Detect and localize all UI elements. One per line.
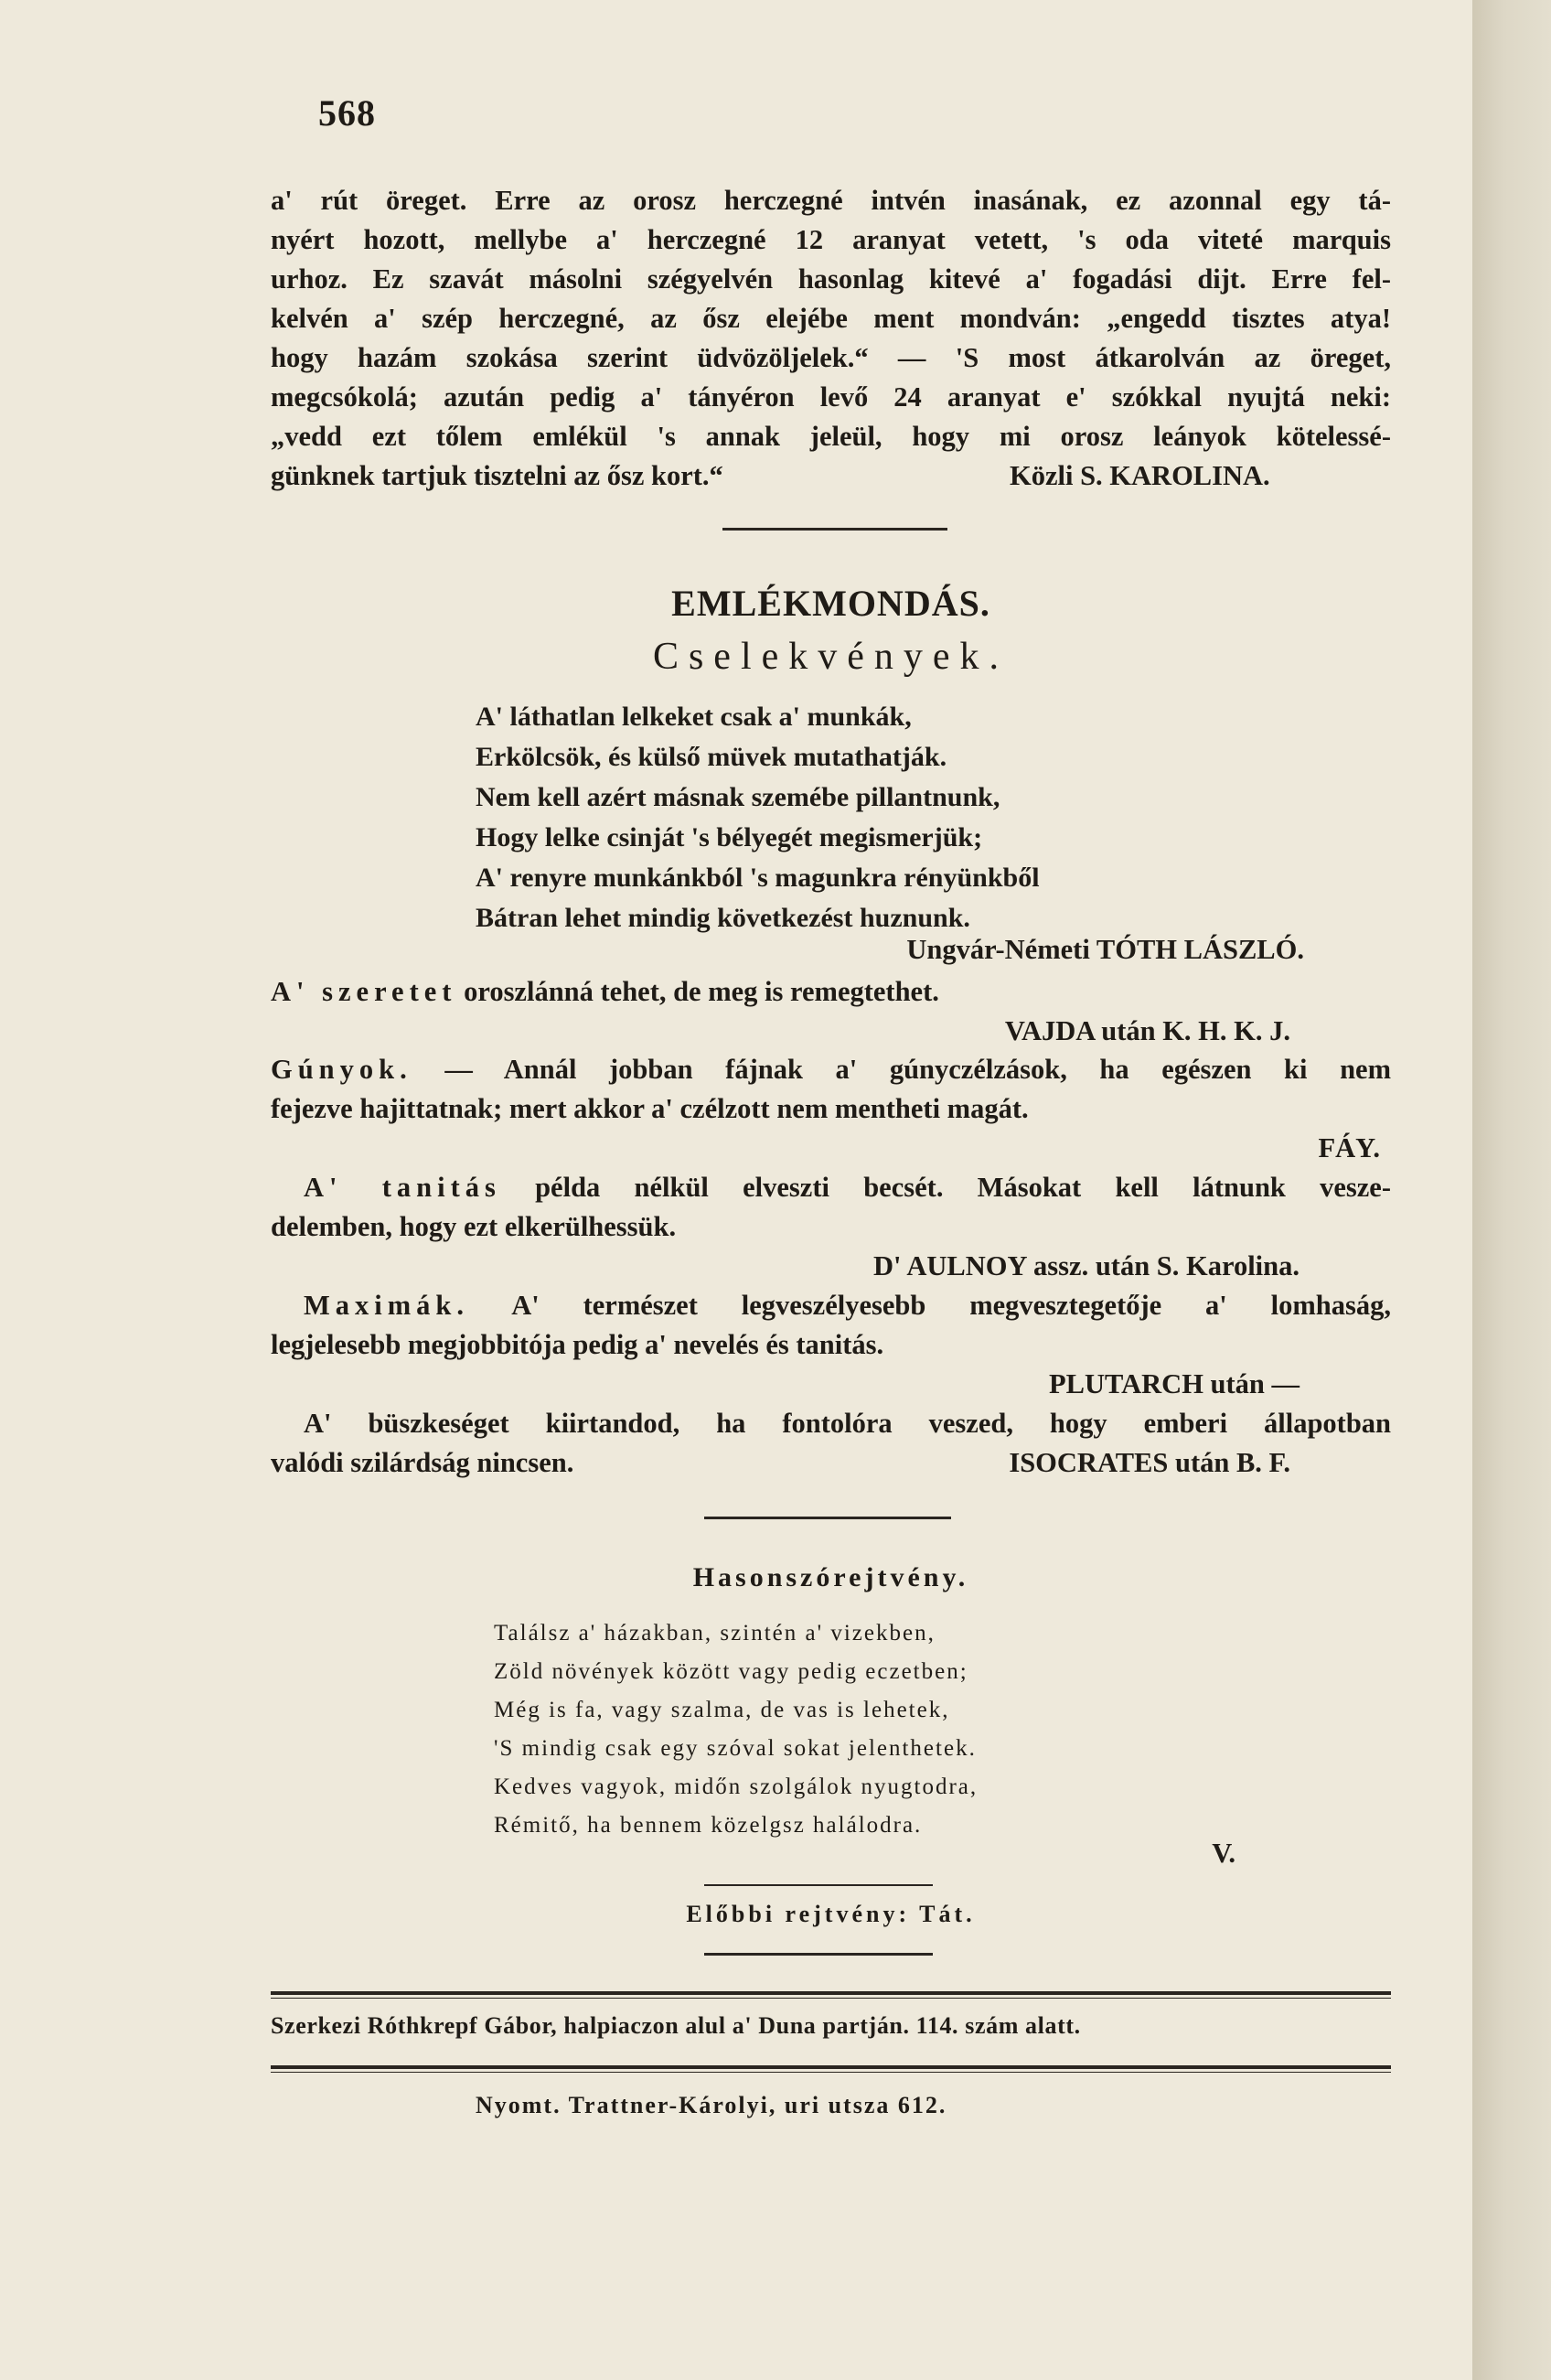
text-line: megcsókolá; azután pedig a' tányéron levő 24 aranyat e' szókkal nyujtá neki: xyxy=(271,381,1391,413)
signature: ISOCRATES után B. F. xyxy=(1009,1447,1290,1478)
riddle-signature: V. xyxy=(1212,1838,1235,1869)
maxim-maximak xyxy=(271,1286,1391,1404)
divider xyxy=(704,1953,933,1956)
text-line: „vedd ezt tőlem emlékül 's annak jeleül, hogy mi orosz leányok kötelessé- xyxy=(271,421,1391,452)
text-line: kelvén a' szép herczegné, az ősz elejébe ment mondván: „engedd tisztes atya! xyxy=(271,303,1391,334)
footer-rule xyxy=(271,2065,1391,2069)
text-line: delemben, hogy ezt elkerülhessük. xyxy=(271,1211,677,1242)
poem-line: A' renyre munkánkból 's magunkra rényünkből xyxy=(476,863,1040,893)
text-line: valódi szilárdság nincsen. ISOCRATES után B. F. xyxy=(271,1443,1391,1483)
poem-line: A' láthatlan lelkeket csak a' munkák, xyxy=(476,702,912,732)
riddle-line: Rémitő, ha bennem közelgsz halálodra. xyxy=(494,1813,923,1838)
footer-rule xyxy=(271,2072,1391,2073)
poem-signature: Ungvár-Németi TÓTH LÁSZLÓ. xyxy=(906,934,1304,965)
maxim-tanitas xyxy=(271,1168,1391,1286)
riddle-line: Kedves vagyok, midőn szolgálok nyugtodra, xyxy=(494,1774,979,1799)
signature: FÁY. xyxy=(1318,1132,1380,1163)
signature: D' AULNOY assz. után S. Karolina. xyxy=(872,1250,1300,1281)
riddle-title: Hasonszórejtvény. xyxy=(692,1562,969,1592)
text-line: legjelesebb megjobbitója pedig a' nevelés és tanitás. xyxy=(271,1329,884,1360)
page-number: 568 xyxy=(318,92,376,134)
text-line: Gúnyok. — Annál jobban fájnak a' gúnyczélzások, ha egészen ki nem xyxy=(271,1054,1391,1085)
previous-riddle: Előbbi rejtvény: Tát. xyxy=(686,1901,976,1927)
editor-line: Szerkezi Róthkrepf Gábor, halpiaczon alul a' Duna partján. 114. szám alatt. xyxy=(271,2012,1081,2039)
maxim-buszkeseg xyxy=(271,1404,1391,1483)
divider xyxy=(704,1517,951,1519)
text-line: A' büszkeséget kiirtandod, ha fontolóra veszed, hogy emberi állapotban xyxy=(304,1408,1391,1439)
story-paragraph xyxy=(271,181,1391,496)
text-line: fejezve hajittatnak; mert akkor a' czélzott nem mentheti magát. xyxy=(271,1093,1029,1124)
poem-line: Hogy lelke csinját 's bélyegét megismerjük; xyxy=(476,822,983,852)
text-line: hogy hazám szokása szerint üdvözöljelek.“ — 'S most átkarolván az öreget, xyxy=(271,342,1391,373)
maxim-gunyok xyxy=(271,1050,1391,1168)
riddle-line: 'S mindig csak egy szóval sokat jelenthetek. xyxy=(494,1736,977,1761)
maxim-text: oroszlánná tehet, de meg is remegtethet. xyxy=(456,976,939,1007)
poem-line: Bátran lehet mindig következést huznunk. xyxy=(476,903,970,933)
divider xyxy=(704,1884,933,1886)
poem-line: Nem kell azért másnak szemébe pillantnunk, xyxy=(476,782,1000,812)
signature: VAJDA után K. H. K. J. xyxy=(1004,1015,1290,1046)
signature: PLUTARCH után — xyxy=(1049,1368,1300,1399)
poem-line: Erkölcsök, és külső müvek mutathatják. xyxy=(476,742,947,772)
riddle-line: Találsz a' házakban, szintén a' vizekben, xyxy=(494,1621,936,1646)
text-line: urhoz. Ez szavát másolni szégyelvén hasonlag kitevé a' fogadási dijt. Erre fel- xyxy=(271,263,1391,295)
subsection-heading: Cselekvények. xyxy=(652,636,1010,678)
footer-rule xyxy=(271,1991,1391,1995)
riddle-line: Még is fa, vagy szalma, de vas is lehetek, xyxy=(494,1698,950,1722)
text-line: nyért hozott, mellybe a' herczegné 12 aranyat vetett, 's oda viteté marquis xyxy=(271,224,1391,255)
page-edge xyxy=(1472,0,1551,2380)
text-line: günknek tartjuk tisztelni az ősz kort.“ Közli S. KAROLINA. xyxy=(271,456,1391,496)
printer-line: Nyomt. Trattner-Károlyi, uri utsza 612. xyxy=(476,2092,947,2118)
maxim-keyword: A' szeretet xyxy=(271,976,457,1007)
riddle-line: Zöld növények között vagy pedig eczetben; xyxy=(494,1659,968,1684)
text-line: Maximák. A' természet legveszélyesebb megvesztegetője a' lomhaság, xyxy=(304,1290,1391,1321)
footer-rule xyxy=(271,1998,1391,1999)
text-line: a' rút öreget. Erre az orosz herczegné intvén inasának, ez azonnal egy tá- xyxy=(271,185,1391,216)
riddle xyxy=(494,1614,978,1845)
text-line: A' tanitás példa nélkül elveszti becsét. Másokat kell látnunk vesze- xyxy=(304,1172,1391,1203)
maxim-szeretet xyxy=(271,972,1391,1051)
divider xyxy=(722,528,947,531)
signature: Közli S. KAROLINA. xyxy=(1010,460,1270,491)
poem xyxy=(476,697,1040,938)
section-heading: EMLÉKMONDÁS. xyxy=(671,583,990,624)
